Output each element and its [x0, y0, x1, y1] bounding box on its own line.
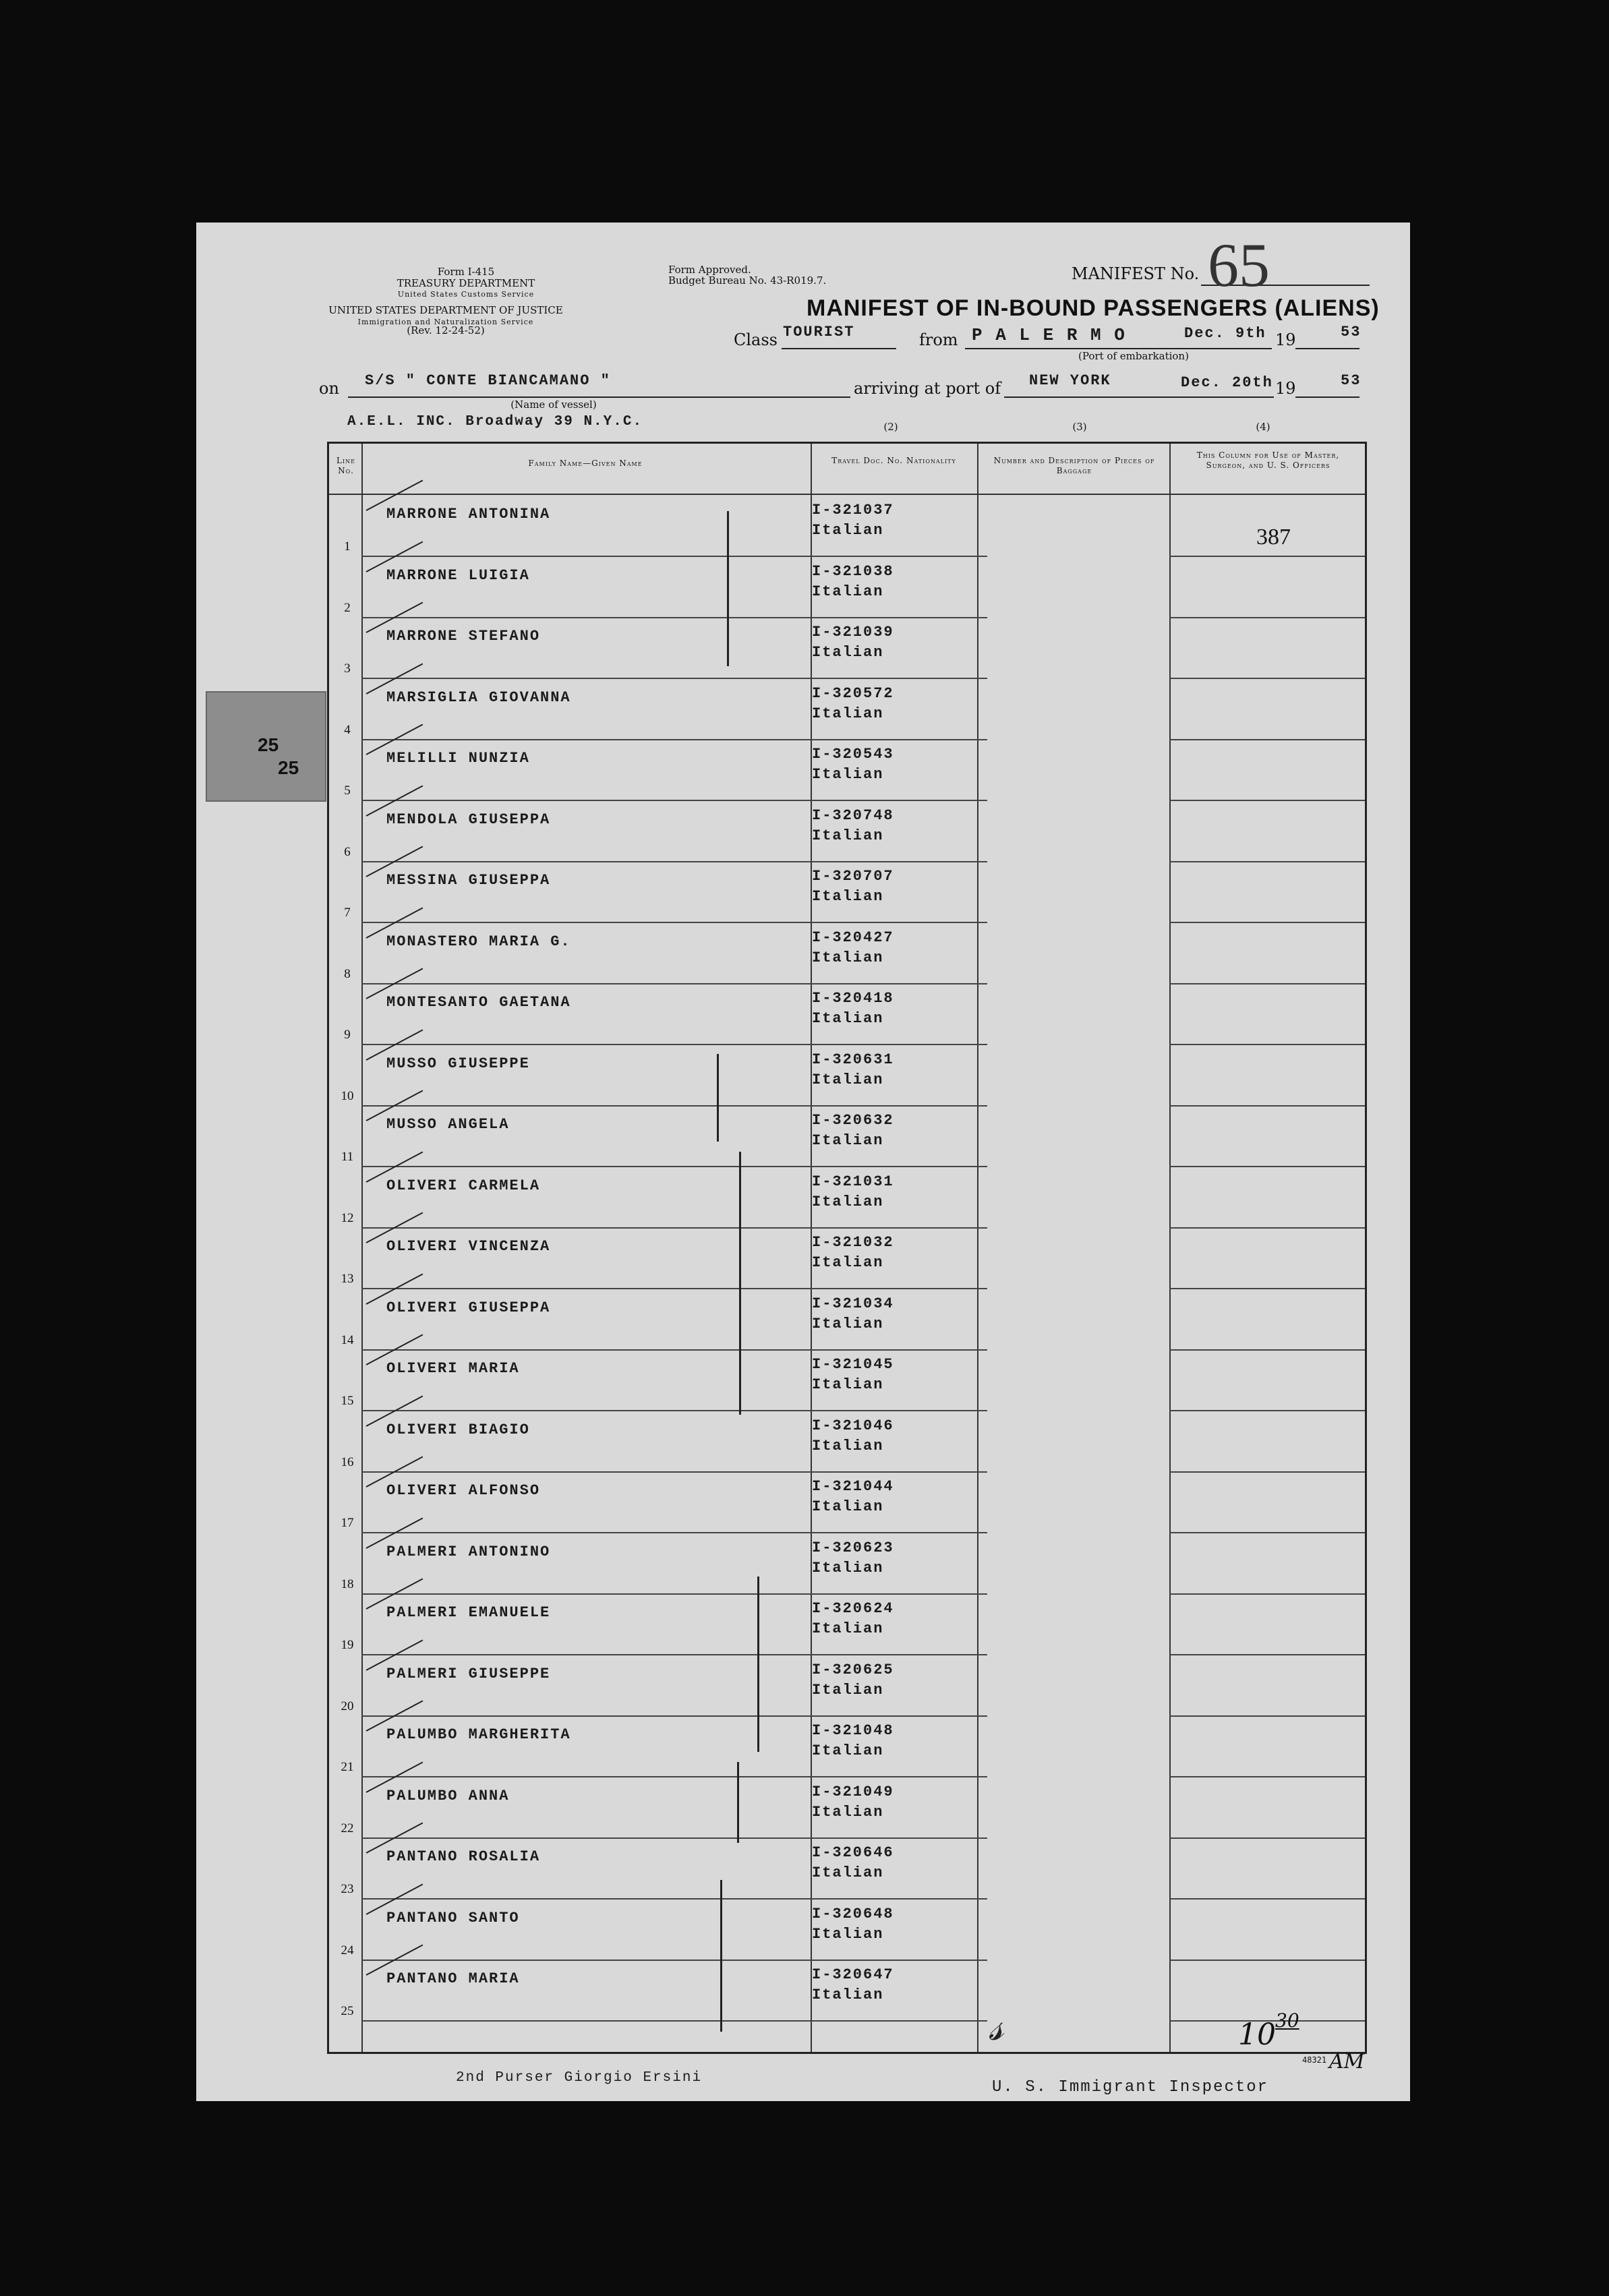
travel-doc-number: I-321049	[812, 1783, 894, 1800]
table-row	[329, 1412, 1365, 1473]
table-row	[329, 496, 1365, 557]
passenger-name: OLIVERI CARMELA	[386, 1177, 541, 1194]
manifest-sheet	[196, 223, 1410, 2101]
budget-bureau: Budget Bureau No. 43-R019.7.	[668, 274, 827, 287]
travel-doc	[812, 1721, 894, 1761]
line-number: 11	[341, 1150, 354, 1164]
passenger-name: OLIVERI VINCENZA	[386, 1238, 551, 1255]
table-row	[329, 1656, 1365, 1717]
arrival-year: 53	[1341, 372, 1362, 389]
travel-doc-number: I-321039	[812, 624, 894, 641]
nationality: Italian	[812, 1132, 884, 1149]
line-number: 9	[344, 1028, 351, 1042]
line-number: 20	[341, 1699, 354, 1713]
nationality: Italian	[812, 1681, 884, 1699]
travel-doc-number: I-320648	[812, 1905, 894, 1922]
passenger-name: MUSSO GIUSEPPE	[386, 1055, 530, 1072]
arrival-port: NEW YORK	[1029, 372, 1111, 389]
table-row	[329, 1290, 1365, 1351]
nationality: Italian	[812, 1925, 884, 1943]
arrival-year-prefix: 19	[1275, 379, 1296, 398]
travel-doc-number: I-321048	[812, 1722, 894, 1739]
passenger-name: PANTANO SANTO	[386, 1909, 520, 1926]
travel-doc	[812, 928, 894, 968]
table-row	[329, 1900, 1365, 1961]
table-row	[329, 1778, 1365, 1839]
stamp-count-b: 25	[278, 757, 299, 778]
inspector-signature: 𝓈	[989, 2003, 1004, 2050]
family-bracket	[757, 1577, 759, 1752]
travel-doc-number: I-320623	[812, 1539, 894, 1556]
time-ampm: AM	[1329, 2050, 1365, 2073]
table-row	[329, 1107, 1365, 1167]
nationality: Italian	[812, 1193, 884, 1210]
nationality: Italian	[812, 827, 884, 844]
table-row	[329, 924, 1365, 984]
travel-doc-number: I-320624	[812, 1600, 894, 1617]
stamp-count-a: 25	[258, 734, 279, 755]
col-baggage-number: (3)	[1072, 421, 1087, 433]
arriving-label: arriving at port of	[854, 379, 1001, 398]
travel-doc	[812, 1843, 894, 1883]
nationality: Italian	[812, 1559, 884, 1577]
line-number: 8	[344, 966, 351, 981]
line-number: 2	[344, 600, 351, 615]
table-row	[329, 558, 1365, 618]
passenger-name: OLIVERI MARIA	[386, 1360, 520, 1377]
line-number: 21	[341, 1760, 354, 1774]
manifest-number: 65	[1208, 231, 1270, 299]
on-label: on	[319, 379, 339, 398]
nationality: Italian	[812, 949, 884, 966]
purser-signature-line: 2nd Purser Giorgio Ersini	[456, 2070, 703, 2086]
passenger-name: MELILLI NUNZIA	[386, 750, 530, 767]
line-number: 15	[341, 1394, 354, 1408]
line-number: 13	[341, 1272, 354, 1286]
nationality: Italian	[812, 766, 884, 783]
passenger-name: PALMERI GIUSEPPE	[386, 1665, 551, 1682]
line-number: 17	[341, 1516, 354, 1530]
passenger-name: MONASTERO MARIA G.	[386, 933, 571, 950]
travel-doc	[812, 1965, 894, 2005]
nationality: Italian	[812, 888, 884, 905]
travel-doc	[812, 989, 894, 1029]
nationality: Italian	[812, 1986, 884, 2003]
travel-doc	[812, 1477, 894, 1517]
travel-doc-number: I-320707	[812, 868, 894, 885]
passenger-name: MARRONE STEFANO	[386, 628, 541, 645]
travel-doc	[812, 562, 894, 602]
line-number: 4	[344, 722, 351, 737]
table-row	[329, 618, 1365, 679]
line-number: 16	[341, 1454, 354, 1469]
travel-doc	[812, 1233, 894, 1273]
passenger-name: OLIVERI GIUSEPPA	[386, 1299, 551, 1316]
line-number: 25	[341, 2004, 354, 2018]
class-label: Class	[734, 330, 778, 349]
table-row	[329, 802, 1365, 862]
nationality: Italian	[812, 1803, 884, 1821]
table-row	[329, 740, 1365, 801]
passenger-name: PALMERI EMANUELE	[386, 1604, 551, 1621]
nationality: Italian	[812, 522, 884, 539]
table-row	[329, 1229, 1365, 1289]
passenger-name: PANTANO ROSALIA	[386, 1848, 541, 1865]
travel-doc-number: I-320748	[812, 806, 894, 824]
travel-doc	[812, 1660, 894, 1701]
travel-doc-number: I-321032	[812, 1234, 894, 1251]
travel-doc-number: I-320647	[812, 1966, 894, 1983]
nationality: Italian	[812, 1620, 884, 1637]
travel-doc	[812, 1782, 894, 1823]
line-number: 23	[341, 1882, 354, 1896]
manifest-title: MANIFEST OF IN-BOUND PASSENGERS (ALIENS)	[807, 295, 1380, 321]
time-minute: 30	[1275, 2009, 1299, 2032]
inspector-title: U. S. Immigrant Inspector	[992, 2078, 1269, 2096]
line-number: 19	[341, 1638, 354, 1652]
inspection-stamp	[206, 691, 326, 802]
line-number: 22	[341, 1821, 354, 1835]
travel-doc	[812, 1294, 894, 1334]
line-number: 14	[341, 1332, 354, 1347]
table-row	[329, 1046, 1365, 1107]
line-number: 6	[344, 844, 351, 859]
nationality: Italian	[812, 1498, 884, 1515]
travel-doc	[812, 1599, 894, 1639]
nationality: Italian	[812, 1010, 884, 1027]
table-row	[329, 1961, 1365, 2022]
treasury-department: TREASURY DEPARTMENT	[397, 277, 535, 289]
col-doc-header: Travel Doc. No. Nationality	[831, 456, 956, 465]
col-name-header: Family Name—Given Name	[528, 459, 643, 468]
line-number: 5	[344, 784, 351, 798]
travel-doc	[812, 1111, 894, 1151]
travel-doc-number: I-320646	[812, 1844, 894, 1861]
manifest-label: MANIFEST No.	[1072, 264, 1200, 283]
table-row	[329, 1717, 1365, 1777]
vessel-name: S/S " CONTE BIANCAMANO "	[365, 372, 611, 389]
nationality: Italian	[812, 1071, 884, 1088]
table-row	[329, 1595, 1365, 1655]
travel-doc	[812, 684, 894, 724]
line-number: 7	[344, 906, 351, 920]
from-label: from	[919, 330, 958, 349]
family-bracket	[720, 1880, 722, 2032]
travel-doc	[812, 806, 894, 846]
travel-doc-number: I-321046	[812, 1417, 894, 1434]
passenger-name: PALUMBO ANNA	[386, 1787, 510, 1804]
arrival-date: Dec. 20th	[1181, 374, 1273, 391]
officer-annotation: 387	[1256, 525, 1291, 550]
nationality: Italian	[812, 1742, 884, 1759]
travel-doc	[812, 1050, 894, 1090]
nationality: Italian	[812, 1254, 884, 1271]
travel-doc-number: I-320631	[812, 1051, 894, 1068]
travel-doc	[812, 744, 894, 785]
col-officers-number: (4)	[1256, 421, 1270, 433]
travel-doc-number: I-320625	[812, 1661, 894, 1678]
passenger-table	[327, 442, 1367, 2054]
nationality: Italian	[812, 1315, 884, 1332]
nationality: Italian	[812, 1376, 884, 1393]
travel-doc	[812, 1416, 894, 1456]
travel-doc-number: I-320632	[812, 1112, 894, 1129]
col-officers-header: This Column for Use of Master, Surgeon, and U. S. Officers	[1196, 450, 1340, 470]
department-of-justice: UNITED STATES DEPARTMENT OF JUSTICE	[328, 304, 563, 316]
nationality: Italian	[812, 583, 884, 600]
nationality: Italian	[812, 644, 884, 661]
shipping-agent: A.E.L. INC. Broadway 39 N.Y.C.	[347, 414, 643, 430]
line-number: 3	[344, 661, 351, 676]
print-code: 48321	[1302, 2055, 1327, 2065]
passenger-name: MARSIGLIA GIOVANNA	[386, 688, 571, 706]
travel-doc-number: I-321037	[812, 502, 894, 519]
line-number: 24	[341, 1943, 354, 1958]
passenger-name: OLIVERI ALFONSO	[386, 1482, 541, 1499]
table-row	[329, 984, 1365, 1045]
form-approved: Form Approved.	[668, 264, 751, 276]
passenger-name: MUSSO ANGELA	[386, 1116, 510, 1133]
line-number: 12	[341, 1210, 354, 1225]
embarkation-date: Dec. 9th	[1184, 325, 1266, 342]
passenger-name: PALMERI ANTONINO	[386, 1543, 551, 1560]
travel-doc	[812, 866, 894, 907]
embarkation-port: P A L E R M O	[972, 325, 1126, 345]
travel-doc-number: I-320418	[812, 990, 894, 1007]
passenger-name: PANTANO MARIA	[386, 1970, 520, 1987]
travel-doc-number: I-321044	[812, 1478, 894, 1495]
form-number: Form I-415	[437, 266, 495, 278]
col-doc-number: (2)	[883, 421, 898, 433]
port-embarkation-caption: (Port of embarkation)	[1078, 350, 1189, 362]
nationality: Italian	[812, 1864, 884, 1881]
family-bracket	[727, 511, 729, 666]
table-row	[329, 1839, 1365, 1900]
family-bracket	[739, 1152, 741, 1415]
nationality: Italian	[812, 705, 884, 722]
passenger-name: OLIVERI BIAGIO	[386, 1421, 530, 1438]
travel-doc-number: I-321034	[812, 1295, 894, 1312]
travel-doc	[812, 1538, 894, 1579]
table-row	[329, 680, 1365, 740]
class-value: TOURIST	[783, 324, 855, 341]
travel-doc-number: I-321031	[812, 1173, 894, 1190]
line-number: 1	[344, 539, 351, 554]
family-bracket	[737, 1762, 739, 1843]
passenger-name: MARRONE LUIGIA	[386, 566, 530, 584]
table-row	[329, 1168, 1365, 1229]
ins-label: Immigration and Naturalization Service	[357, 318, 534, 326]
travel-doc	[812, 500, 894, 541]
travel-doc-number: I-320543	[812, 746, 894, 763]
passenger-name: MONTESANTO GAETANA	[386, 994, 571, 1011]
family-bracket	[717, 1054, 719, 1142]
travel-doc	[812, 1355, 894, 1395]
col-line-header: Line No.	[337, 456, 355, 475]
travel-doc	[812, 1904, 894, 1945]
table-row	[329, 1534, 1365, 1595]
customs-service: United States Customs Service	[397, 290, 535, 299]
time-hour: 10	[1238, 2018, 1276, 2052]
passenger-name: MARRONE ANTONINA	[386, 506, 551, 523]
line-number: 10	[341, 1088, 354, 1103]
passenger-name: MESSINA GIUSEPPA	[386, 872, 551, 889]
form-revision: (Rev. 12-24-52)	[407, 324, 485, 336]
table-row	[329, 862, 1365, 923]
travel-doc	[812, 622, 894, 663]
travel-doc-number: I-320572	[812, 684, 894, 702]
nationality: Italian	[812, 1437, 884, 1454]
travel-doc-number: I-321038	[812, 562, 894, 580]
passenger-name: PALUMBO MARGHERITA	[386, 1726, 571, 1743]
table-row	[329, 1351, 1365, 1411]
travel-doc	[812, 1172, 894, 1212]
col-baggage-header: Number and Description of Pieces of Baggage	[993, 456, 1155, 475]
passenger-name: MENDOLA GIUSEPPA	[386, 811, 551, 828]
travel-doc-number: I-321045	[812, 1356, 894, 1373]
year-prefix: 19	[1275, 330, 1296, 349]
line-number: 18	[341, 1577, 354, 1591]
embarkation-year: 53	[1341, 324, 1362, 341]
table-row	[329, 1473, 1365, 1533]
travel-doc-number: I-320427	[812, 929, 894, 946]
vessel-caption: (Name of vessel)	[510, 399, 597, 411]
